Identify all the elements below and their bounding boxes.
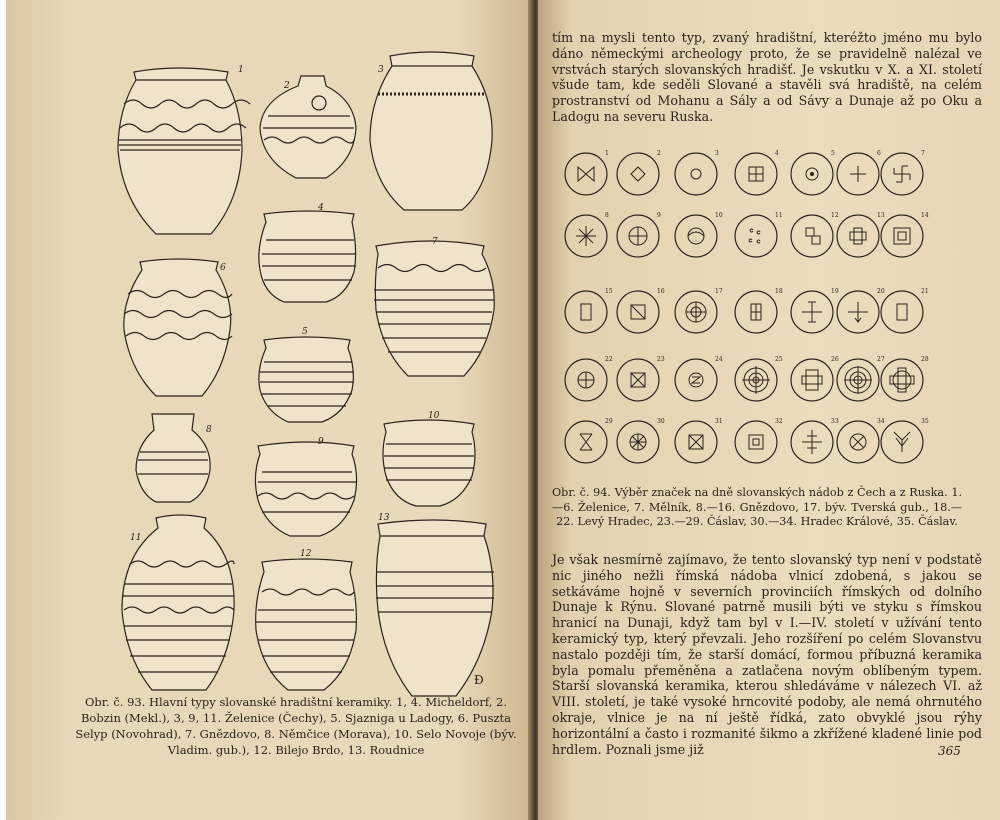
mark-number: 2 <box>657 150 661 157</box>
mark-number: 1 <box>605 150 609 157</box>
mark-number: 11 <box>775 212 783 219</box>
mark-number: 20 <box>877 288 885 295</box>
mark-number: 35 <box>921 418 929 425</box>
mark-number: 31 <box>715 418 723 425</box>
fig-num-1: 1 <box>238 65 244 75</box>
pottery-mark-3 <box>675 150 719 195</box>
fig-num-12: 12 <box>300 549 312 559</box>
mark-number: 16 <box>657 288 665 295</box>
mark-number: 27 <box>877 356 885 363</box>
mark-number: 26 <box>831 356 839 363</box>
pottery-mark-2 <box>617 150 661 195</box>
figure-caption-94: Obr. č. 94. Výběr značek na dně slovanských nádob z Čech a z Ruska. 1.—6. Želenice, 7. Mělník, 8.—16. Gnězdovo, 17. býv. Tverská gub., 18.—22. Levý Hradec, 23.—29. Čáslav, 30.—34. Hradec Králové, 35. Čáslav. <box>552 486 962 528</box>
pot-3 <box>370 52 492 210</box>
pottery-mark-14 <box>881 212 929 257</box>
mark-number: 17 <box>715 288 723 295</box>
pottery-mark-7 <box>881 150 925 195</box>
fig-num-4: 4 <box>318 203 324 213</box>
mark-number: 22 <box>605 356 613 363</box>
pottery-mark-11 <box>735 212 783 257</box>
pot-4 <box>259 211 356 302</box>
fig-num-8: 8 <box>206 425 212 435</box>
mark-number: 19 <box>831 288 839 295</box>
pottery-mark-19 <box>791 288 839 333</box>
pottery-marks-grid <box>538 0 1000 480</box>
pottery-mark-32 <box>735 418 783 463</box>
left-page <box>6 0 534 820</box>
mark-number: 15 <box>605 288 613 295</box>
pottery-mark-20 <box>837 288 885 333</box>
fig-num-9: 9 <box>318 437 324 447</box>
pottery-mark-10 <box>675 212 723 257</box>
mark-number: 6 <box>877 150 881 157</box>
pot-8 <box>136 414 210 502</box>
pot-10 <box>383 420 475 506</box>
mark-number: 4 <box>775 150 779 157</box>
mark-number: 24 <box>715 356 723 363</box>
pottery-mark-13 <box>837 212 885 257</box>
mark-number: 13 <box>877 212 885 219</box>
pottery-mark-24 <box>675 356 723 401</box>
pot-9 <box>255 442 356 536</box>
mark-number: 28 <box>921 356 929 363</box>
mark-number: 5 <box>831 150 835 157</box>
pottery-mark-8 <box>565 212 609 257</box>
fig-num-5: 5 <box>302 327 308 337</box>
pottery-mark-4 <box>735 150 779 195</box>
pot-5 <box>259 337 354 422</box>
pottery-mark-5 <box>791 150 835 195</box>
right-page <box>538 0 1000 820</box>
mark-number: 7 <box>921 150 925 157</box>
pottery-mark-26 <box>791 356 839 401</box>
pottery-mark-15 <box>565 288 613 333</box>
pottery-mark-17 <box>675 288 723 333</box>
fig-num-11: 11 <box>130 533 142 543</box>
artist-monogram: Ð <box>474 673 484 687</box>
fig-num-2: 2 <box>284 81 290 91</box>
mark-number: 23 <box>657 356 665 363</box>
mark-number: 32 <box>775 418 783 425</box>
mark-number: 9 <box>657 212 661 219</box>
mark-number: 12 <box>831 212 839 219</box>
pottery-illustration <box>6 0 534 700</box>
pottery-mark-34 <box>837 418 885 463</box>
pottery-mark-18 <box>735 288 783 333</box>
pottery-mark-16 <box>617 288 665 333</box>
fig-num-7: 7 <box>432 237 438 247</box>
fig-num-13: 13 <box>378 513 390 523</box>
pot-12 <box>256 559 357 690</box>
pottery-mark-33 <box>791 418 839 463</box>
figure-caption-93: Obr. č. 93. Hlavní typy slovanské hradištní keramiky. 1, 4. Micheldorf, 2. Bobzin (Mekl.), 3, 9, 11. Želenice (Čechy), 5. Sjazniga u Ladogy, 6. Puszta Selyp (Novohrad), 7. Gnězdovo, 8. Němčice (Morava), 10. Selo Novoje (býv. Vladim. gub.), 12. Bilejo Brdo, 13. Roudnice <box>75 695 517 757</box>
pot-7 <box>374 241 494 376</box>
pottery-mark-25 <box>735 356 783 401</box>
mark-number: 3 <box>715 150 719 157</box>
pot-1 <box>118 68 250 234</box>
pot-13 <box>376 520 494 696</box>
pot-6 <box>124 259 232 396</box>
mark-number: 21 <box>921 288 929 295</box>
pottery-mark-22 <box>565 356 613 401</box>
top-paragraph: tím na mysli tento typ, zvaný hradištní, kteréžto jméno mu bylo dáno německými archeology proto, že se pravidelně nalézal ve vrstvách starých slovanských hradišť. Je vskutku v X. a XI. století všude tam, kde seděli Slované a stavěli svá hradiště, na celém prostranství od Mohanu a Sály a od Sávy a Dunaje až po Oku a Ladogu na severu Ruska. <box>552 30 982 124</box>
mark-number: 33 <box>831 418 839 425</box>
pottery-mark-12 <box>791 212 839 257</box>
mark-number: 25 <box>775 356 783 363</box>
mark-number: 8 <box>605 212 609 219</box>
mark-number: 14 <box>921 212 929 219</box>
pottery-mark-28 <box>881 356 929 401</box>
fig-num-6: 6 <box>220 263 226 273</box>
pottery-mark-35 <box>881 418 929 463</box>
pottery-mark-21 <box>881 288 929 333</box>
mark-number: 29 <box>605 418 613 425</box>
mark-number: 10 <box>715 212 723 219</box>
mark-number: 18 <box>775 288 783 295</box>
pot-2 <box>260 76 356 178</box>
pottery-mark-29 <box>565 418 613 463</box>
pottery-mark-9 <box>617 212 661 257</box>
pottery-mark-1 <box>565 150 609 195</box>
fig-num-10: 10 <box>428 411 440 421</box>
mark-number: 30 <box>657 418 665 425</box>
pottery-mark-30 <box>617 418 665 463</box>
mark-number: 34 <box>877 418 885 425</box>
pottery-mark-27 <box>837 356 885 401</box>
pottery-mark-23 <box>617 356 665 401</box>
pottery-mark-6 <box>837 150 881 195</box>
body-paragraph: Je však nesmírně zajímavo, že tento slovanský typ není v podstatě nic jiného nežli římská nádoba vlnicí zdobená, s jakou se setkáváme hojně v severních provinciích římských od dolního Dunaje k Rýnu. Slované patrně musili býti ve styku s římskou hranicí na Dunaji, když tam byl v I.—IV. století v užívání tento keramický typ, který převzali. Jeho rozšíření po celém Slovanstvu nastalo později tím, že starší domácí, formou příbuzná keramika byla pomalu přeměněna a zatlačena novým oblíbeným typem. Starší slovanská keramika, kterou shledáváme v nálezech VI. až VIII. století, je také vysoké hrncovité podoby, ale nemá ohrnutého okraje, vlnice je na ní ještě řídká, zato obvyklé jsou rýhy horizontální a často i rozmanité šikmo a zkřížené kladené linie pod hrdlem. Poznali jsme již <box>552 552 982 757</box>
fig-num-3: 3 <box>378 65 384 75</box>
pottery-mark-31 <box>675 418 723 463</box>
page-number: 365 <box>938 744 961 758</box>
